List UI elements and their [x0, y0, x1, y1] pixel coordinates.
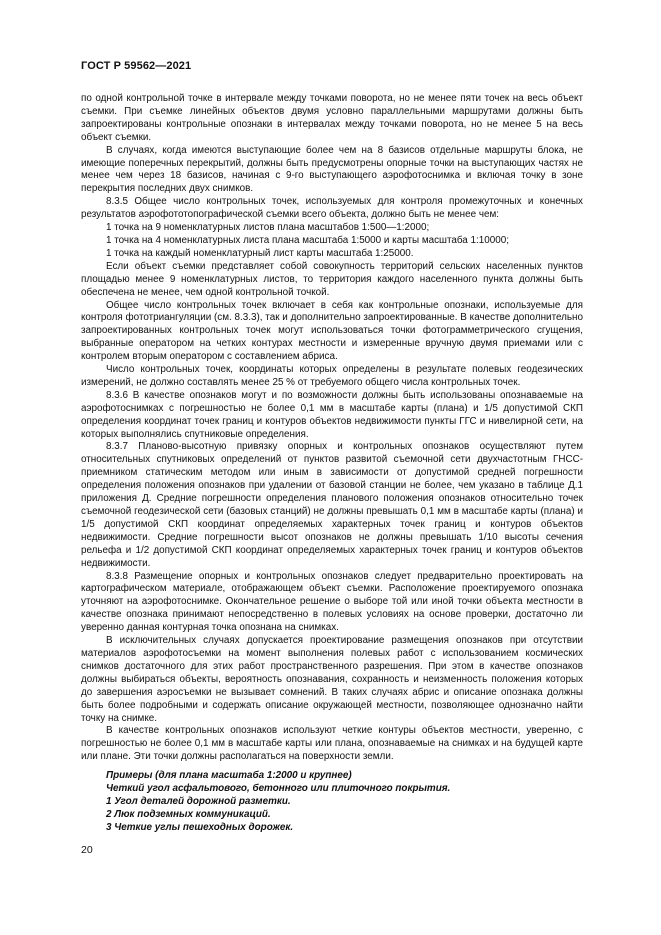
example-item: 2 Люк подземных коммуникаций. [106, 808, 271, 820]
paragraph: В исключительных случаях допускается проектирование размещения опознаков при отсутствии материалов аэрофотосъемки на момент выполнения полевых работ с использованием космических снимков достаточного для этих работ пространственного разрешения. При этом в качестве опознаков должны выбираться объекты, вероятность опознавания, сохранность и неизменность положения которых до завершения аэросъемки не вызывает сомнений. В таких случаях абрис и описание опознака должны быть более подробными и содержать описание окружающей местности, позволяющее однозначно найти точку на снимке. [81, 635, 583, 724]
paragraph: В случаях, когда имеются выступающие более чем на 8 базисов отдельные маршруты блока, не имеющие поперечных перекрытий, должны быть предусмотрены опорные точки на выступающих частях не менее чем через 18 базисов, начиная с 9-го выступающего аэрофотоснимка и включая точку в зоне перекрытия последних двух снимков. [81, 144, 583, 195]
list-item: 1 точка на каждый номенклатурный лист карты масштаба 1:25000. [106, 247, 414, 259]
paragraph: 8.3.6 В качестве опознаков могут и по возможности должны быть использованы опознаваемые на аэрофотоснимках с погрешностью не более 0,1 мм в масштабе карты (плана) и 1/5 допустимой СКП определения координат точек границ и контуров объектов недвижимости пункты ГГС и нивелирной сети, на которых выполнялись спутниковые определения. [81, 389, 583, 440]
list-item: 1 точка на 9 номенклатурных листов плана масштабов 1:500—1:2000; [106, 222, 430, 234]
example-item: Четкий угол асфальтового, бетонного или плиточного покрытия. [106, 783, 451, 795]
standard-header: ГОСТ Р 59562—2021 [81, 60, 192, 72]
page-number: 20 [81, 844, 93, 856]
paragraph: 8.3.5 Общее число контрольных точек, используемых для контроля промежуточных и конечных результатов аэрофототопографической съемки всего объекта, должно быть не менее чем: [81, 196, 583, 221]
paragraph: по одной контрольной точке в интервале между точками поворота, но не менее пяти точек на весь объект съемки. При съемке линейных объектов двумя условно параллельными маршрутами должны быть запроектированы контрольные опознаки в интервалах между точками поворота, но не менее 5 на весь объект съемки. [81, 93, 583, 143]
paragraph: В качестве контрольных опознаков используют четкие контуры объектов местности, уверенно, с погрешностью не более 0,1 мм в масштабе карты или плана, опознаваемые на снимках и на будущей карте или плане. Эти точки должны располагаться на поверхности земли. [81, 725, 583, 763]
paragraph: Число контрольных точек, координаты которых определены в результате полевых геодезических измерений, не должно составлять менее 25 % от требуемого общего числа контрольных точек. [81, 364, 583, 388]
paragraph: 8.3.7 Планово-высотную привязку опорных и контрольных опознаков осуществляют путем относительных спутниковых определений от пунктов развитой съемочной сети двухчастотным ГНСС-приемником статическим методом или иным в зависимости от допустимой средней погрешности определения положения опознаков при удалении от базовой станции не более, чем указано в таблице Д.1 приложения Д. Средние погрешности определения планового положения опознаков относительно точек съемочной геодезической сети (базовых станций) не должны превышать 0,1 мм в масштабе карты (плана) и 1/5 допустимой СКП координат определяемых характерных точек границ и контуров объектов недвижимости. Средние погрешности высот опознаков не должны превышать 1/10 высоты сечения рельефа и 1/2 допустимой СКП координат определяемых характерных точек границ и контуров объектов недвижимости. [81, 441, 583, 569]
example-item: 1 Угол деталей дорожной разметки. [106, 795, 291, 807]
paragraph: Если объект съемки представляет собой совокупность территорий сельских населенных пунктов площадью менее 9 номенклатурных листов, то территория каждого населенного пункта должны быть обеспечена не менее, чем одной контрольной точкой. [81, 260, 583, 298]
example-item: 3 Четкие углы пешеходных дорожек. [106, 821, 294, 833]
examples-title: Примеры (для плана масштаба 1:2000 и крупнее) [106, 770, 352, 782]
paragraph: 8.3.8 Размещение опорных и контрольных опознаков следует предварительно проектировать на картографическом материале, отображающем объект съемки. Расположение проектируемого опознака уточняют на аэрофотоснимке. Окончательное решение о выборе той или иной точки объекта местности в качестве опознака принимают непосредственно в полевых условиях на основе проверки, достаточно ли уверенно данная контурная точка опознана на снимках. [81, 570, 583, 634]
list-item: 1 точка на 4 номенклатурных листа плана масштаба 1:5000 и карты масштаба 1:10000; [106, 234, 509, 246]
examples-block [81, 770, 583, 835]
body-text [81, 93, 583, 835]
paragraph: Общее число контрольных точек включает в себя как контрольные опознаки, используемые для контроля фототриангуляции (см. 8.3.3), так и дополнительно запроектированные. В качестве дополнительно запроектированных контрольных точек могут использоваться точки фотограмметрического сгущения, выбранные оператором на четких контурах местности и измеренные вручную двумя приемами или с контролем вторым оператором с составлением абриса. [81, 299, 583, 363]
